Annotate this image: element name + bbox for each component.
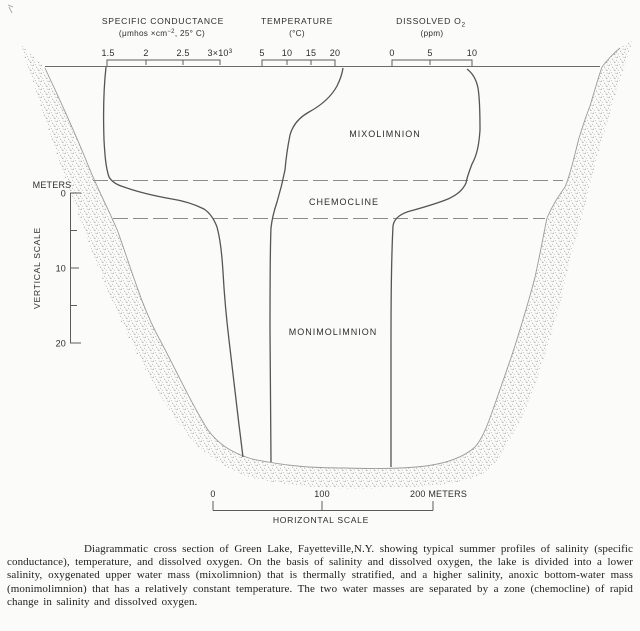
lake-basin-inner-edge [45, 48, 620, 469]
conductance-tick-2: 2 [143, 48, 149, 58]
oxygen-axis-units: (ppm) [420, 29, 444, 38]
conductance-tick-2.5: 2.5 [176, 48, 190, 58]
monimolimnion-zone-label: MONIMOLIMNION [288, 327, 378, 337]
conductance-axis-title: SPECIFIC CONDUCTANCE [101, 16, 225, 26]
oxygen-tick-5: 5 [427, 48, 433, 58]
oxygen-tick-10: 10 [466, 48, 478, 58]
mixolimnion-zone-label: MIXOLIMNION [349, 129, 421, 139]
vertical-scale-tick-10: 10 [55, 263, 66, 274]
oxygen-title-base: DISSOLVED O [396, 16, 462, 26]
conductance-tick-1.5: 1.5 [101, 48, 115, 58]
vertical-scale-tick-0: 0 [60, 188, 66, 199]
temperature-axis-title: TEMPERATURE [261, 16, 333, 26]
figure-caption: Diagrammatic cross section of Green Lake, Fayetteville,N.Y. showing typical summer profiles of salinity (specific conductance), temperature, and dissolved oxygen. On the basis of salinity and dissolved oxygen, the lake is divided into a lower salinity, oxygenated upper water mass (mixolimnion) that is thermally stratified, and a higher salinity, anoxic bottom-water mass (monimolimnion) that has a relatively constant temperature. The two water masses are separated by a zone (chemocline) of rapid change in salinity and dissolved oxygen. [7, 543, 633, 608]
temperature-tick-5: 5 [259, 48, 265, 58]
vertical-scale-unit-label: METERS [32, 180, 72, 190]
chemocline-zone-label: CHEMOCLINE [308, 197, 380, 207]
conductance-scale-bracket [107, 60, 220, 66]
temperature-tick-10: 10 [281, 48, 293, 58]
horizontal-scale-axis-label: HORIZONTAL SCALE [272, 515, 370, 525]
oxygen-tick-0: 0 [389, 48, 395, 58]
oxygen-title-subscript: 2 [461, 21, 466, 29]
vertical-scale-tick-20: 20 [55, 338, 66, 349]
oxygen-scale-bracket [392, 60, 472, 66]
scan-artifact-mark [8, 5, 13, 13]
conductance-tick-3000-base: 3×10 [207, 48, 229, 58]
conductance-units-superscript: −2 [167, 29, 175, 35]
temperature-scale-bracket [262, 60, 335, 66]
horizontal-scale-tick-0: 0 [210, 489, 216, 499]
oxygen-axis-title [396, 16, 466, 29]
temperature-axis-units: (°C) [289, 29, 305, 38]
vertical-scale [32, 180, 81, 349]
horizontal-scale-tick-100: 100 [314, 489, 330, 499]
horizontal-scale [210, 489, 467, 525]
temperature-tick-15: 15 [305, 48, 317, 58]
horizontal-scale-tick-200: 200 METERS [410, 489, 468, 499]
temperature-profile-curve [270, 68, 343, 462]
conductance-tick-3000 [208, 48, 233, 58]
temperature-tick-20: 20 [329, 48, 341, 58]
lake-basin-stipple-band [20, 40, 633, 489]
vertical-scale-axis-label: VERTICAL SCALE [32, 227, 42, 309]
conductance-units-pre: (μmhos ×cm [118, 29, 168, 38]
conductance-tick-3000-exponent: 3 [228, 48, 233, 55]
conductance-units-post: , 25° C) [174, 29, 206, 38]
conductance-axis-units [119, 29, 205, 38]
